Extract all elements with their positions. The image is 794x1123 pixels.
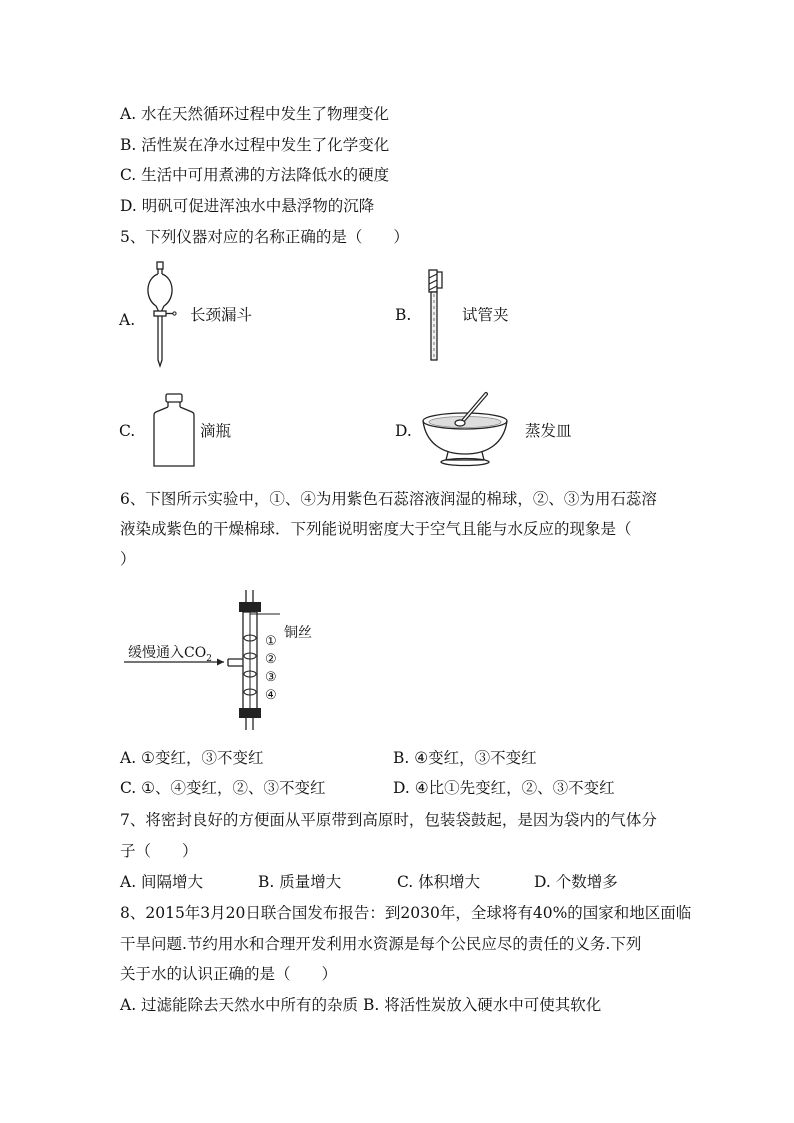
q7-option-c: C. 体积增大 bbox=[397, 873, 481, 891]
q7-option-a: A. 间隔增大 bbox=[120, 873, 204, 891]
cotton-ball-2-label: ② bbox=[265, 652, 277, 667]
q5-option-c-name: 滴瓶 bbox=[200, 422, 232, 440]
cotton-ball-1-label: ① bbox=[265, 634, 277, 649]
cotton-ball-3-label: ③ bbox=[265, 670, 277, 685]
q7-option-b: B. 质量增大 bbox=[258, 873, 342, 891]
q5-option-b-name: 试管夹 bbox=[462, 306, 509, 324]
funnel-apparatus-figure bbox=[140, 262, 190, 372]
q8-stem-line1: 8、2015年3月20日联合国发布报告：到2030年，全球将有40%的国家和地区面临 bbox=[120, 904, 692, 922]
q6-stem-line1: 6、下图所示实验中，①、④为用紫色石蕊溶液润湿的棉球，②、③为用石蕊溶 bbox=[120, 490, 657, 508]
cotton-ball-4-label: ④ bbox=[265, 688, 277, 703]
q4-option-b: B. 活性炭在净水过程中发生了化学变化 bbox=[120, 136, 390, 154]
co2-inlet-label: 缓慢通入$CO_2$ bbox=[128, 645, 212, 664]
reagent-bottle-figure bbox=[152, 393, 197, 471]
q5-option-c-letter: C. bbox=[119, 422, 136, 440]
q6-stem-line3: ） bbox=[120, 550, 136, 568]
q7-stem-line2: 子（ ） bbox=[120, 842, 198, 860]
q4-option-d: D. 明矾可促进浑浊水中悬浮物的沉降 bbox=[120, 197, 375, 215]
q6-option-a: A. ①变红，③不变红 bbox=[120, 749, 264, 767]
copper-wire-label: 铜丝 bbox=[284, 625, 312, 641]
q4-option-a: A. 水在天然循环过程中发生了物理变化 bbox=[120, 105, 390, 123]
q8-options-a-b: A. 过滤能除去天然水中所有的杂质 B. 将活性炭放入硬水中可使其软化 bbox=[120, 996, 602, 1014]
q4-option-c: C. 生活中可用煮沸的方法降低水的硬度 bbox=[120, 166, 390, 184]
test-tube-holder-figure bbox=[420, 268, 450, 363]
q6-stem-line2: 液染成紫色的干燥棉球．下列能说明密度大于空气且能与水反应的现象是（ bbox=[120, 520, 632, 538]
q5-option-b-letter: B. bbox=[395, 306, 412, 324]
mortar-pestle-figure bbox=[420, 388, 510, 473]
q8-stem-line3: 关于水的认识正确的是（ ） bbox=[120, 965, 338, 983]
q5-option-d-name: 蒸发皿 bbox=[525, 422, 572, 440]
q7-stem-line1: 7、将密封良好的方便面从平原带到高原时，包装袋鼓起，是因为袋内的气体分 bbox=[120, 811, 657, 829]
q6-option-b: B. ④变红，③不变红 bbox=[393, 749, 537, 767]
q6-option-c: C. ①、④变红，②、③不变红 bbox=[120, 779, 326, 797]
q5-option-a-name: 长颈漏斗 bbox=[190, 306, 253, 324]
q8-stem-line2: 干旱问题.节约用水和合理开发利用水资源是每个公民应尽的责任的义务.下列 bbox=[120, 935, 642, 953]
q6-option-d: D. ④比①先变红，②、③不变红 bbox=[393, 779, 615, 797]
q5-option-d-letter: D. bbox=[395, 422, 412, 440]
q5-option-a-letter: A. bbox=[119, 311, 136, 329]
q7-option-d: D. 个数增多 bbox=[534, 873, 618, 891]
q5-stem: 5、下列仪器对应的名称正确的是（ ） bbox=[120, 228, 409, 246]
